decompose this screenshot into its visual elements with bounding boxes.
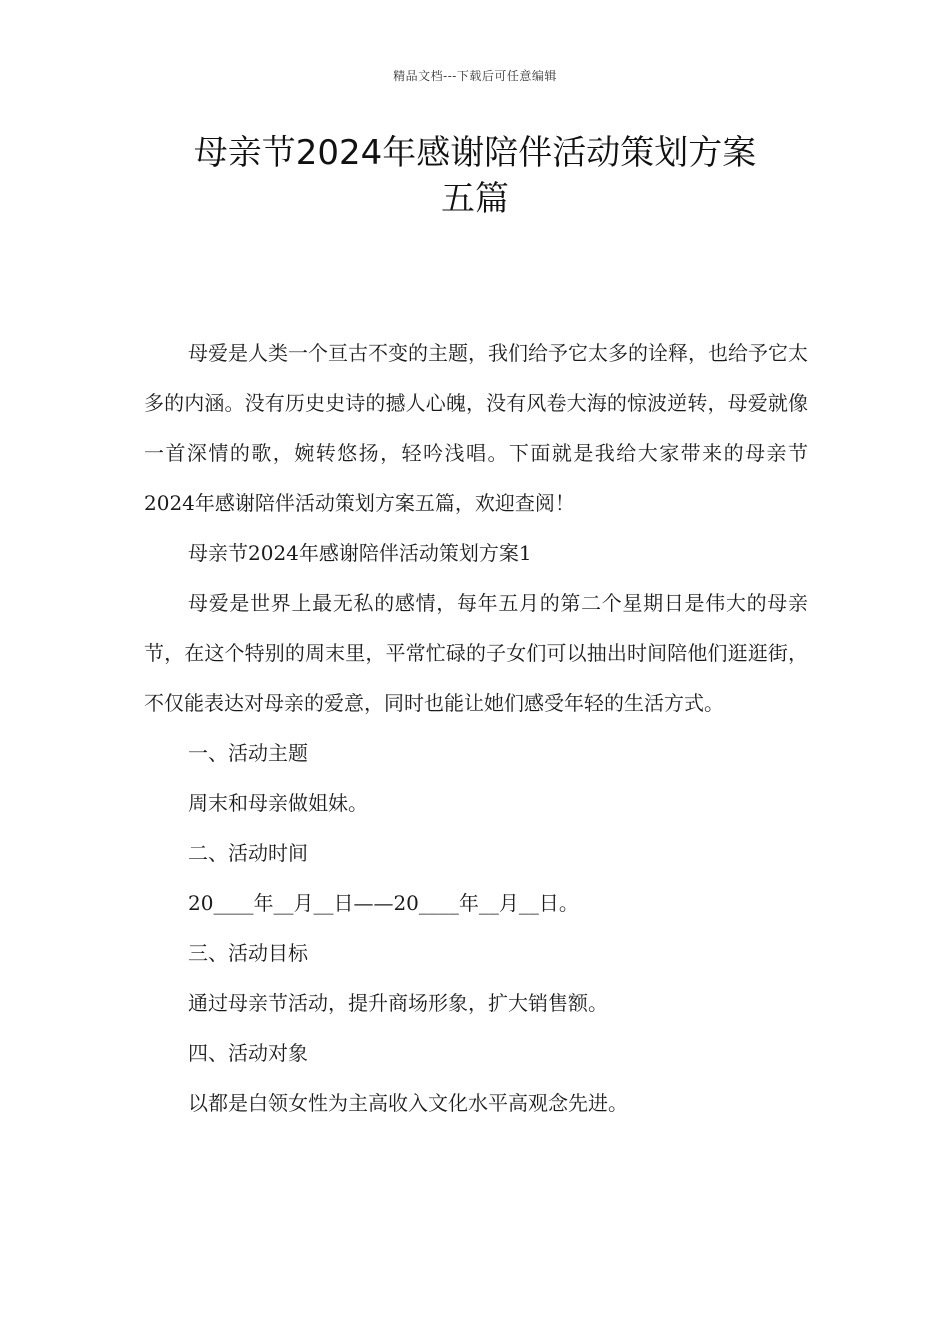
item-2-text: 20____年__月__日——20____年__月__日。 — [188, 891, 579, 915]
document-title — [100, 130, 850, 222]
section-1-heading: 母亲节2024年感谢陪伴活动策划方案1 — [188, 541, 532, 565]
item-2-heading: 二、活动时间 — [188, 841, 308, 865]
header-note: 精品文档---下载后可任意编辑 — [393, 69, 557, 83]
document-body — [144, 328, 808, 1128]
section-1-paragraph: 母爱是世界上最无私的感情，每年五月的第二个星期日是伟大的母亲节，在这个特别的周末里，平常忙碌的子女们可以抽出时间陪他们逛逛街，不仅能表达对母亲的爱意，同时也能让她们感受年轻的生活方式。 — [144, 591, 808, 715]
item-1-heading: 一、活动主题 — [188, 741, 308, 765]
title-line-2: 五篇 — [441, 179, 509, 219]
item-4-text: 以都是白领女性为主高收入文化水平高观念先进。 — [188, 1091, 628, 1115]
item-4-heading: 四、活动对象 — [188, 1041, 308, 1065]
item-3-heading: 三、活动目标 — [188, 941, 308, 965]
item-3-text: 通过母亲节活动，提升商场形象，扩大销售额。 — [188, 991, 608, 1015]
intro-paragraph: 母爱是人类一个亘古不变的主题，我们给予它太多的诠释，也给予它太多的内涵。没有历史史诗的撼人心魄，没有风卷大海的惊波逆转，母爱就像一首深情的歌，婉转悠扬，轻吟浅唱。下面就是我给大家带来的母亲节2024年感谢陪伴活动策划方案五篇，欢迎查阅！ — [144, 341, 808, 515]
title-line-1: 母亲节2024年感谢陪伴活动策划方案 — [193, 133, 757, 173]
item-1-text: 周末和母亲做姐妹。 — [188, 791, 368, 815]
